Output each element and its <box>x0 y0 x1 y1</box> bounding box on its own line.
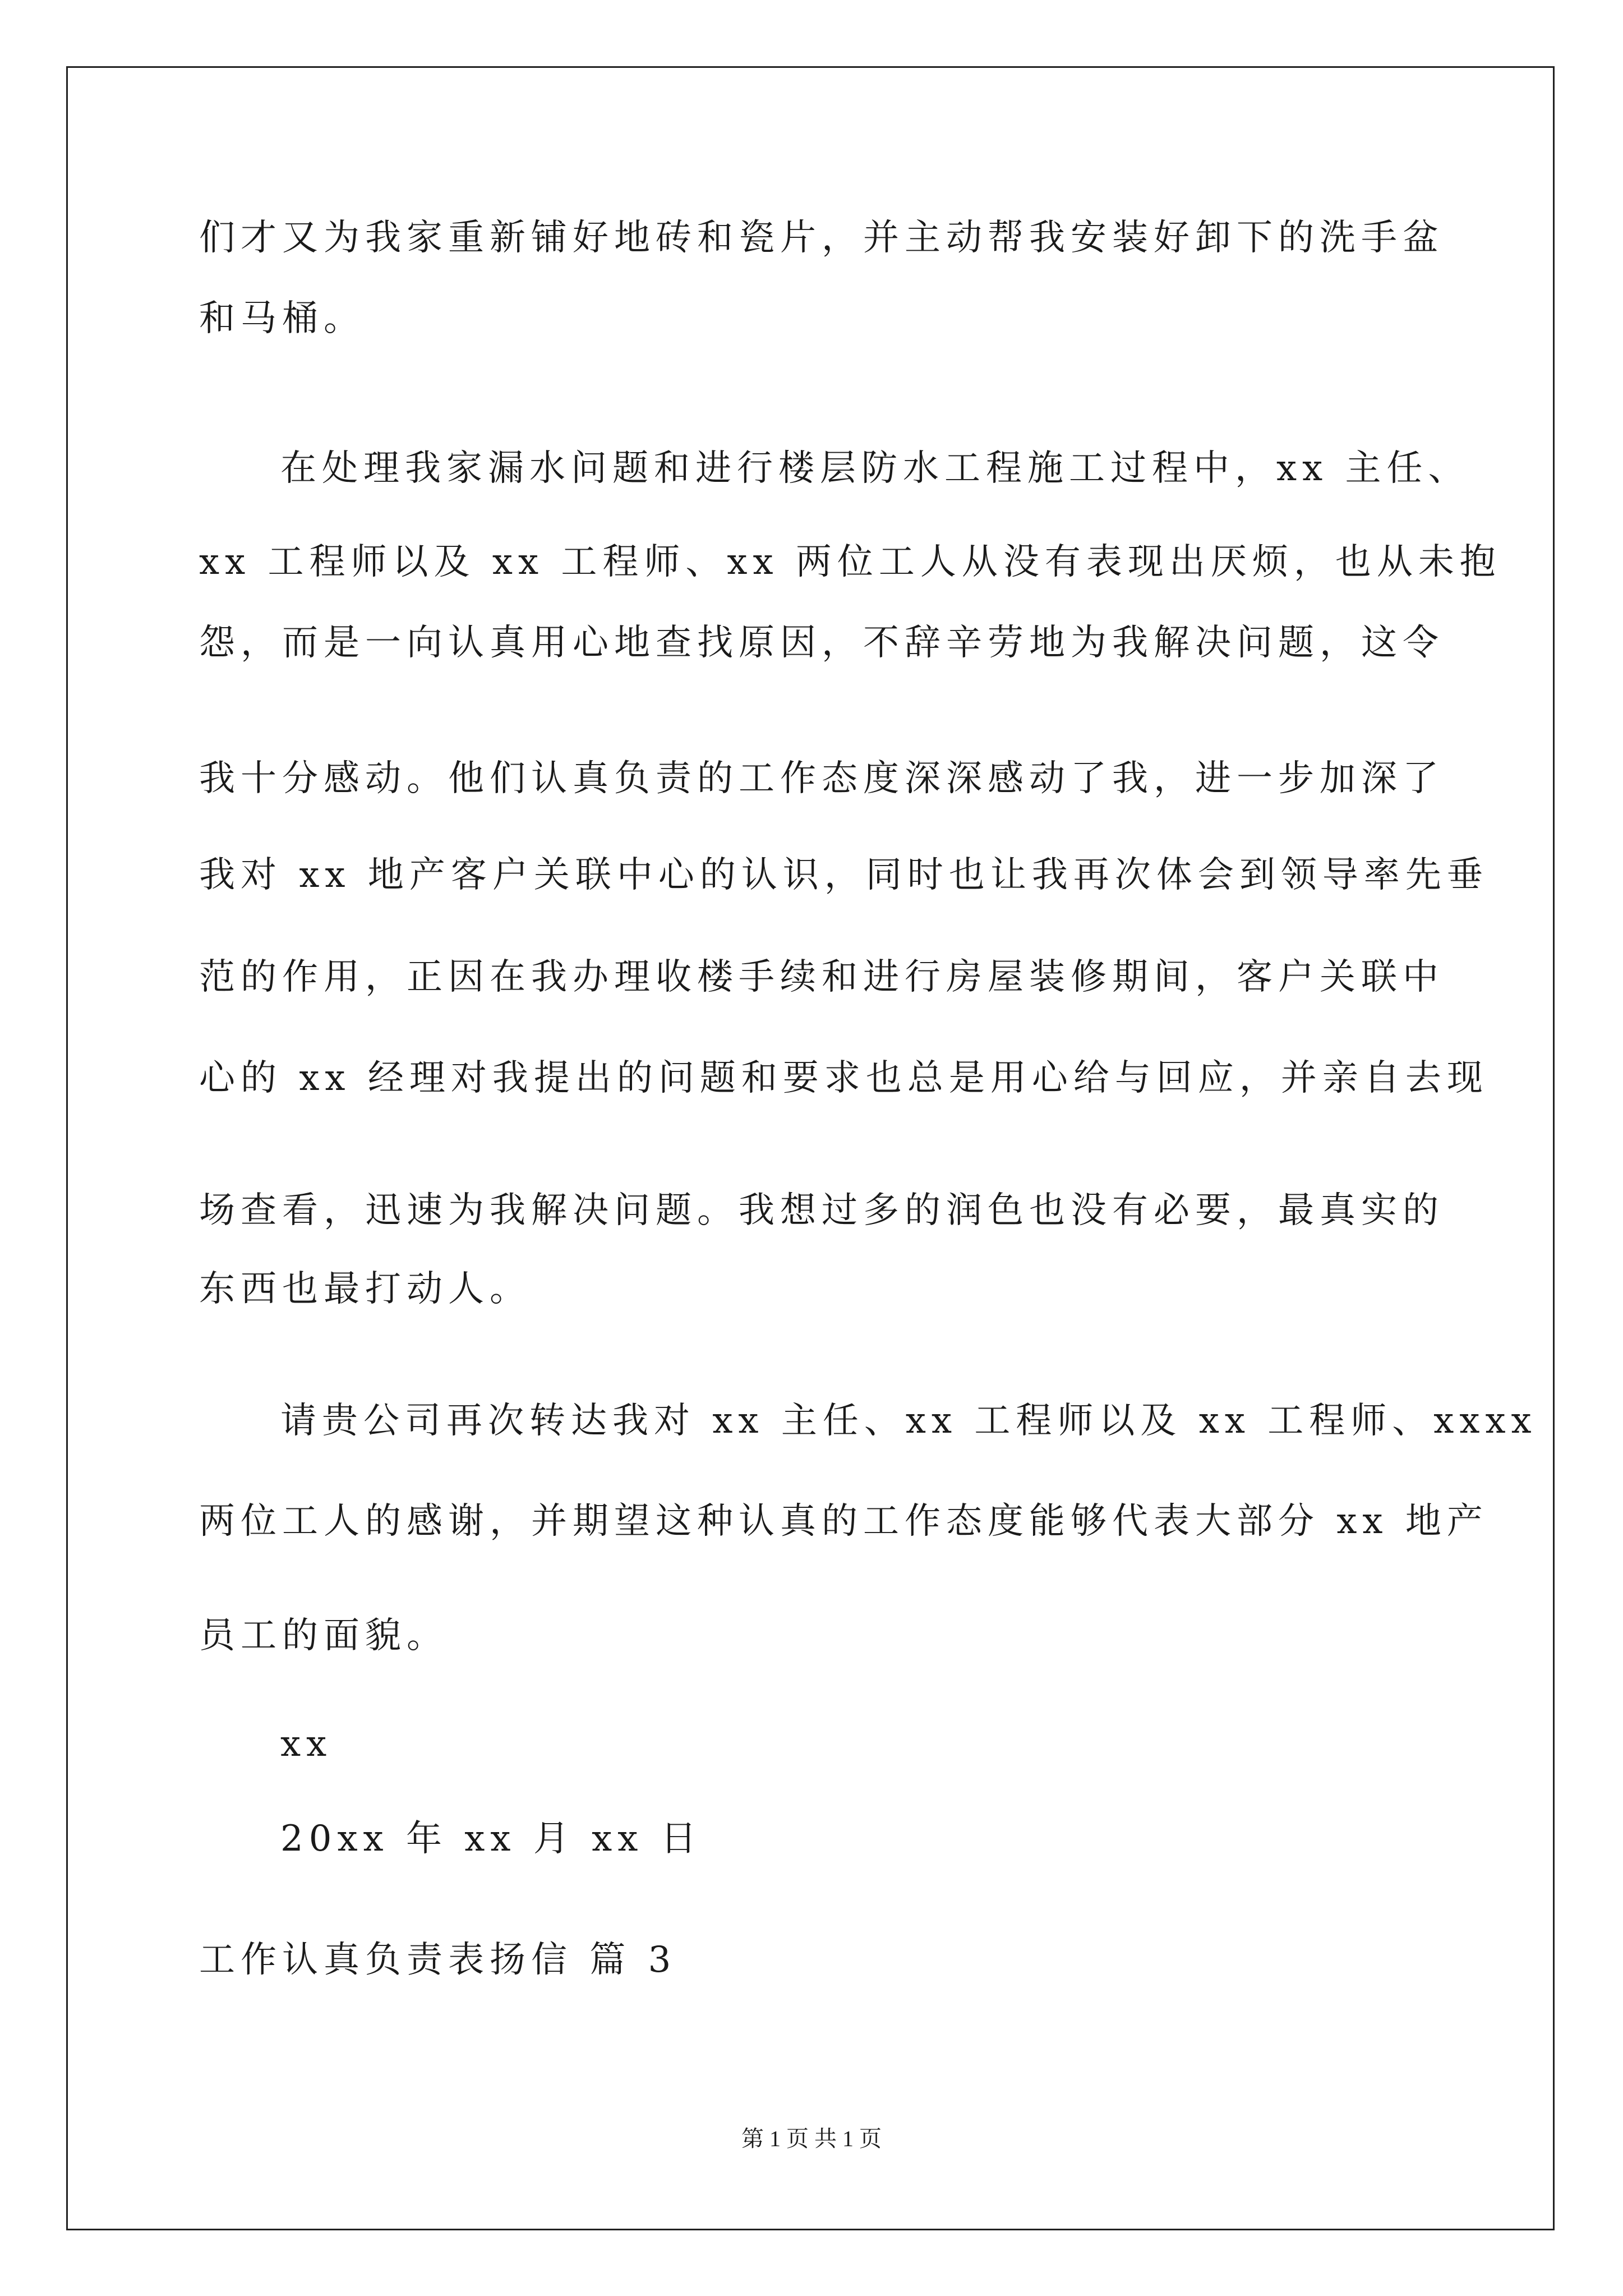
paragraph-3-line-3: 员工的面貌。 <box>199 1615 448 1657</box>
paragraph-2-line-4: 我十分感动。他们认真负责的工作态度深深感动了我，进一步加深了 <box>199 758 1444 799</box>
paragraph-2-line-7: 心的 xx 经理对我提出的问题和要求也总是用心给与回应，并亲自去现 <box>199 1057 1488 1099</box>
paragraph-2-line-2: xx 工程师以及 xx 工程师、xx 两位工人从没有表现出厌烦，也从未抱 <box>199 541 1501 583</box>
signature: xx <box>280 1723 333 1765</box>
paragraph-3-line-1: 请贵公司再次转达我对 xx 主任、xx 工程师以及 xx 工程师、xxxx <box>280 1400 1537 1442</box>
page-footer: 第 1 页 共 1 页 <box>741 2126 882 2151</box>
paragraph-2-line-8: 场查看，迅速为我解决问题。我想过多的润色也没有必要，最真实的 <box>199 1190 1444 1231</box>
page-border <box>66 66 1555 2230</box>
section-heading: 工作认真负责表扬信 篇 3 <box>199 1939 677 1981</box>
paragraph-2-line-9: 东西也最打动人。 <box>199 1268 531 1310</box>
paragraph-2-line-3: 怨，而是一向认真用心地查找原因，不辞辛劳地为我解决问题，这令 <box>199 622 1444 664</box>
paragraph-2-line-1: 在处理我家漏水问题和进行楼层防水工程施工过程中，xx 主任、 <box>280 448 1470 489</box>
paragraph-3-line-2: 两位工人的感谢，并期望这种认真的工作态度能够代表大部分 xx 地产 <box>199 1501 1488 1542</box>
paragraph-1-line-1: 们才又为我家重新铺好地砖和瓷片，并主动帮我安装好卸下的洗手盆 <box>199 217 1444 259</box>
paragraph-1-line-2: 和马桶。 <box>199 298 365 339</box>
paragraph-2-line-6: 范的作用，正因在我办理收楼手续和进行房屋装修期间，客户关联中 <box>199 956 1444 998</box>
letter-date: 20xx 年 xx 月 xx 日 <box>280 1818 702 1860</box>
paragraph-2-line-5: 我对 xx 地产客户关联中心的认识，同时也让我再次体会到领导率先垂 <box>199 854 1488 896</box>
